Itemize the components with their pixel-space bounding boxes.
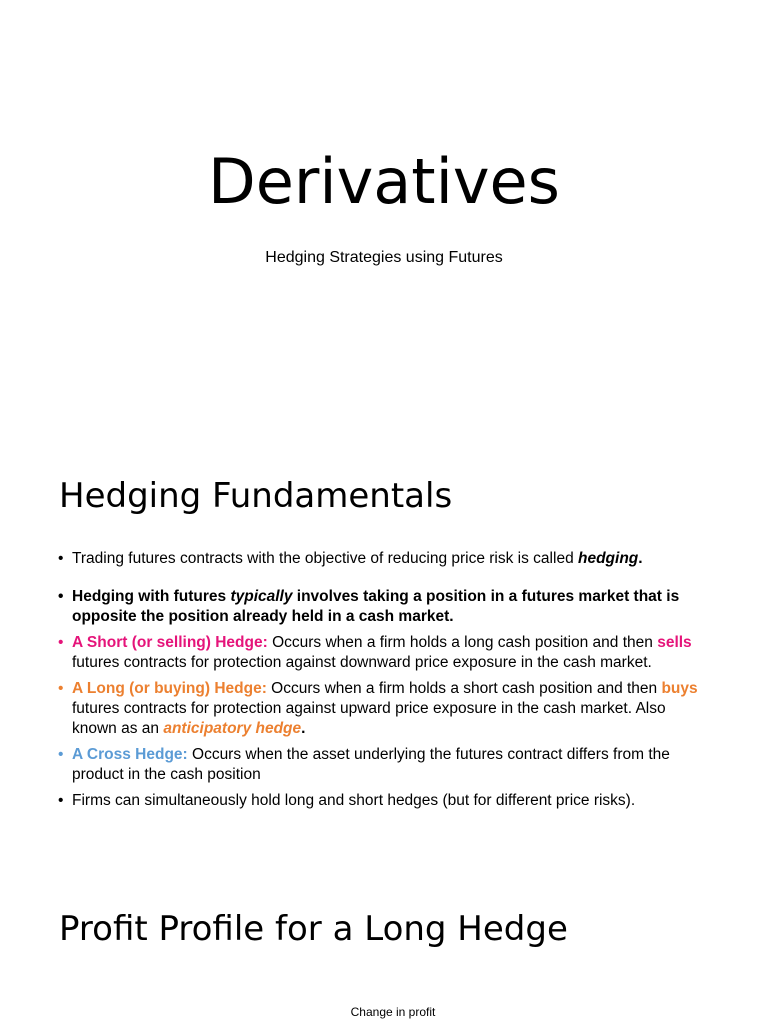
list-item <box>58 679 708 739</box>
bullet-dot-icon: • <box>58 550 64 567</box>
cross-hedge-term: A Cross Hedge: <box>72 746 188 763</box>
short-hedge-term: A Short (or selling) Hedge: <box>72 634 268 651</box>
bullet-text: involves taking a position in a futures market that is opposite the position already held in a cash market. <box>72 588 680 625</box>
bullet-end: . <box>638 550 643 567</box>
list-item <box>58 745 708 785</box>
section-heading-hedging-fundamentals: Hedging Fundamentals <box>59 476 453 516</box>
bullet-dot-icon: • <box>58 792 64 809</box>
list-item <box>58 587 708 627</box>
bullet-end: . <box>301 720 306 737</box>
list-item <box>58 791 708 811</box>
bullet-dot-icon: • <box>58 680 64 697</box>
list-item <box>58 633 708 673</box>
bullet-dot-icon: • <box>58 634 64 651</box>
bullet-text: futures contracts for protection against downward price exposure in the cash market. <box>72 654 652 671</box>
bullet-dot-icon: • <box>58 588 64 605</box>
bullet-text: Hedging with futures <box>72 588 231 605</box>
bullet-text: Occurs when a firm holds a short cash position and then <box>266 680 662 697</box>
bullet-text: futures contracts for protection against upward price exposure in the cash market. Also known as an <box>72 700 666 737</box>
section-heading-profit-profile: Profit Profile for a Long Hedge <box>59 909 568 949</box>
anticipatory-hedge-term: anticipatory hedge <box>163 720 302 737</box>
bullet-text: Trading futures contracts with the objective of reducing price risk is called <box>72 550 578 567</box>
emphasis-hedging: hedging <box>578 550 639 567</box>
slide-title: Derivatives <box>208 145 560 218</box>
chart-axis-label: Change in profit <box>350 1005 436 1019</box>
long-hedge-term: A Long (or buying) Hedge: <box>72 680 267 697</box>
bullet-text: Firms can simultaneously hold long and short hedges (but for different price risks). <box>72 792 636 809</box>
hedging-bullet-list <box>58 549 708 817</box>
slide-subtitle: Hedging Strategies using Futures <box>265 249 503 266</box>
bullet-text: Occurs when the asset underlying the futures contract differs from the product in the cash position <box>72 746 670 783</box>
keyword-sells: sells <box>657 634 692 651</box>
list-item <box>58 549 708 569</box>
bullet-dot-icon: • <box>58 746 64 763</box>
bullet-text: Occurs when a firm holds a long cash position and then <box>267 634 658 651</box>
keyword-buys: buys <box>661 680 698 697</box>
emphasis-typically: typically <box>230 588 293 605</box>
